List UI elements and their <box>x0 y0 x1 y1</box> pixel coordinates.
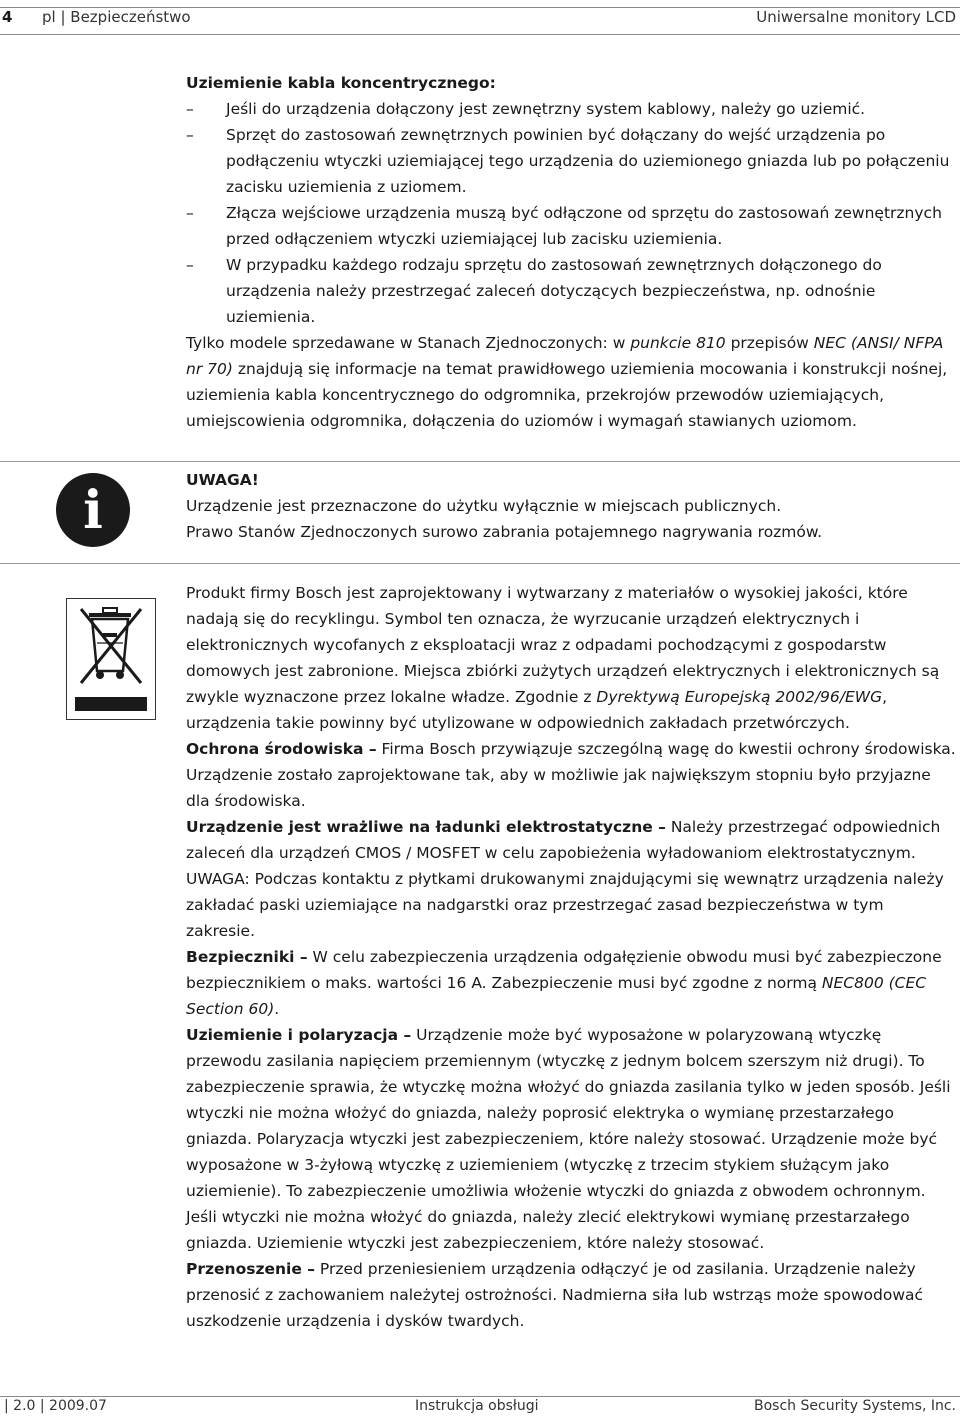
version-date: | 2.0 | 2009.07 <box>4 1398 107 1414</box>
list-item: – Jeśli do urządzenia dołączony jest zewnętrzny system kablowy, należy go uziemić. <box>186 100 866 118</box>
recycling-paragraph: Produkt firmy Bosch jest zaprojektowany i wytwarzany z materiałów o wysokiej jakości, które nadają się do recyklingu. Symbol ten oznacza, że wyrzucanie urządzeń elektrycznych i elektronicznych wycofanych z eksploatacji wraz z odpadami pochodzącymi z gospodarstw domowych jest zabronione. Miejsca zbiórki zużytych urządzeń elektrycznych i elektronicznych są zwykle wyznaczone przez lokalne władze. Zgodnie z Dyrektywą Europejską 2002/96/EWG, urządzenia takie powinny być utylizowane w odpowiednich zakładach przetwórczych. <box>186 584 940 732</box>
section-path: pl | Bezpieczeństwo <box>42 8 191 26</box>
notice-top-rule <box>0 461 960 462</box>
safety-info-section <box>186 580 956 1334</box>
bullet-text: Jeśli do urządzenia dołączony jest zewnętrzny system kablowy, należy go uziemić. <box>226 100 866 118</box>
header-rule <box>0 34 960 35</box>
information-icon: i <box>56 473 130 547</box>
bullet-text: Złącza wejściowe urządzenia muszą być odłączone od sprzętu do zastosowań zewnętrznych przed odłączeniem wtyczki uziemiającej lub zacisku uziemienia. <box>226 204 942 248</box>
directive-reference: Dyrektywą Europejską 2002/96/EWG <box>596 688 883 706</box>
moving-paragraph: Przenoszenie – Przed przeniesieniem urządzenia odłączyć je od zasilania. Urządzenie należy przenosić z zachowaniem należytej ostrożności. Nadmierna siła lub wstrząs może spowodować uszkodzenie urządzenia i dysków twardych. <box>186 1260 924 1330</box>
footer-rule <box>0 1396 960 1397</box>
wheelie-bin-graphic <box>67 599 155 719</box>
fuses-paragraph: Bezpieczniki – W celu zabezpieczenia urządzenia odgałęzienie obwodu musi być zabezpieczone bezpiecznikiem o maks. wartości 16 A. Zabezpieczenie musi być zgodne z normą NEC800 (CEC Section 60). <box>186 948 942 1018</box>
us-grounding-note: Tylko modele sprzedawane w Stanach Zjednoczonych: w punkcie 810 przepisów NEC (ANSI/ NFPA nr 70) znajdują się informacje na temat prawidłowego uziemienia mocowania i konstrukcji nośnej, uziemienia kabla koncentrycznego do odgromnika, przekrojów przewodów uziemiających, umiejscowienia odgromnika, dołączenia do uziomów i wymagań stawianych uziomom. <box>186 334 948 430</box>
page-number: 4 <box>2 8 13 26</box>
crossed-out-wheelie-bin-icon <box>66 598 156 720</box>
bullet-text: W przypadku każdego rodzaju sprzętu do zastosowań zewnętrznych dołączonego do urządzenia należy przestrzegać zaleceń dotyczących bezpieczeństwa, np. odnośnie uziemienia. <box>226 256 882 326</box>
notice-box <box>186 467 956 545</box>
notice-bottom-rule <box>0 563 960 564</box>
notice-line-2: Prawo Stanów Zjednoczonych surowo zabrania potajemnego nagrywania rozmów. <box>186 523 823 541</box>
document-title: Uniwersalne monitory LCD <box>756 8 956 26</box>
bullet-text: Sprzęt do zastosowań zewnętrznych powinien być dołączany do wejść urządzenia po podłączeniu wtyczki uziemiającej tego urządzenia do uziemionego gniazda lub po połączeniu zacisku uziemienia z uziomem. <box>226 126 950 196</box>
notice-line-1: Urządzenie jest przeznaczone do użytku wyłącznie w miejscach publicznych. <box>186 497 782 515</box>
polarization-term: Uziemienie i polaryzacja – <box>186 1026 412 1044</box>
polarization-paragraph: Uziemienie i polaryzacja – Urządzenie może być wyposażone w polaryzowaną wtyczkę przewodu zasilania napięciem przemiennym (wtyczkę z jednym bolcem szerszym niż drugi). To zabezpieczenie sprawia, że wtyczkę można włożyć do gniazda zasilania tylko w jeden sposób. Jeśli wtyczki nie można włożyć do gniazda, należy poprosić elektryka o wymianę przestarzałego gniazda. Polaryzacja wtyczki jest zabezpieczeniem, które należy stosować. Urządzenie może być wyposażone w 3-żyłową wtyczkę z uziemieniem (wtyczkę z trzecim stykiem służącym jako uziemienie). To zabezpieczenie umożliwia włożenie wtyczki do gniazda z obwodem ochronnym. Jeśli wtyczki nie można włożyć do gniazda, należy zlecić elektrykowi wymianę przestarzałego gniazda. Uziemienie wtyczki jest zabezpieczeniem, które należy stosować. <box>186 1026 951 1252</box>
notice-title: UWAGA! <box>186 471 259 489</box>
list-item: – W przypadku każdego rodzaju sprzętu do zastosowań zewnętrznych dołączonego do urządzenia należy przestrzegać zaleceń dotyczących bezpieczeństwa, np. odnośnie uziemienia. <box>186 256 882 326</box>
nec800-reference: NEC800 (CEC Section 60) <box>186 974 927 1018</box>
environment-paragraph: Ochrona środowiska – Firma Bosch przywiązuje szczególną wagę do kwestii ochrony środowiska. Urządzenie zostało zaprojektowane tak, aby w możliwie jak największym stopniu było przyjazne dla środowiska. <box>186 740 956 810</box>
grounding-section <box>186 70 956 434</box>
page-footer <box>0 1398 960 1418</box>
nec-section-reference: punkcie 810 <box>630 334 726 352</box>
grounding-heading: Uziemienie kabla koncentrycznego: <box>186 74 496 92</box>
page-header <box>0 8 960 34</box>
esd-term: Urządzenie jest wrażliwe na ładunki elektrostatyczne – <box>186 818 666 836</box>
moving-term: Przenoszenie – <box>186 1260 315 1278</box>
list-item: – Sprzęt do zastosowań zewnętrznych powinien być dołączany do wejść urządzenia po podłączeniu wtyczki uziemiającej tego urządzenia do uziemionego gniazda lub po połączeniu zacisku uziemienia z uziomem. <box>186 126 950 196</box>
nec-standard-reference: NEC (ANSI/ NFPA nr 70) <box>186 334 944 378</box>
list-item: – Złącza wejściowe urządzenia muszą być odłączone od sprzętu do zastosowań zewnętrznych przed odłączeniem wtyczki uziemiającej lub zacisku uziemienia. <box>186 204 942 248</box>
fuses-term: Bezpieczniki – <box>186 948 308 966</box>
document-type: Instrukcja obsługi <box>415 1398 539 1414</box>
company-name: Bosch Security Systems, Inc. <box>754 1398 956 1414</box>
esd-paragraph: Urządzenie jest wrażliwe na ładunki elektrostatyczne – Należy przestrzegać odpowiednich zaleceń dla urządzeń CMOS / MOSFET w celu zapobieżenia wyładowaniom elektrostatycznym. UWAGA: Podczas kontaktu z płytkami drukowanymi znajdującymi się wewnątrz urządzenia należy zakładać paski uziemiające na nadgarstki oraz przestrzegać zasad bezpieczeństwa w tym zakresie. <box>186 818 944 940</box>
environment-term: Ochrona środowiska – <box>186 740 377 758</box>
